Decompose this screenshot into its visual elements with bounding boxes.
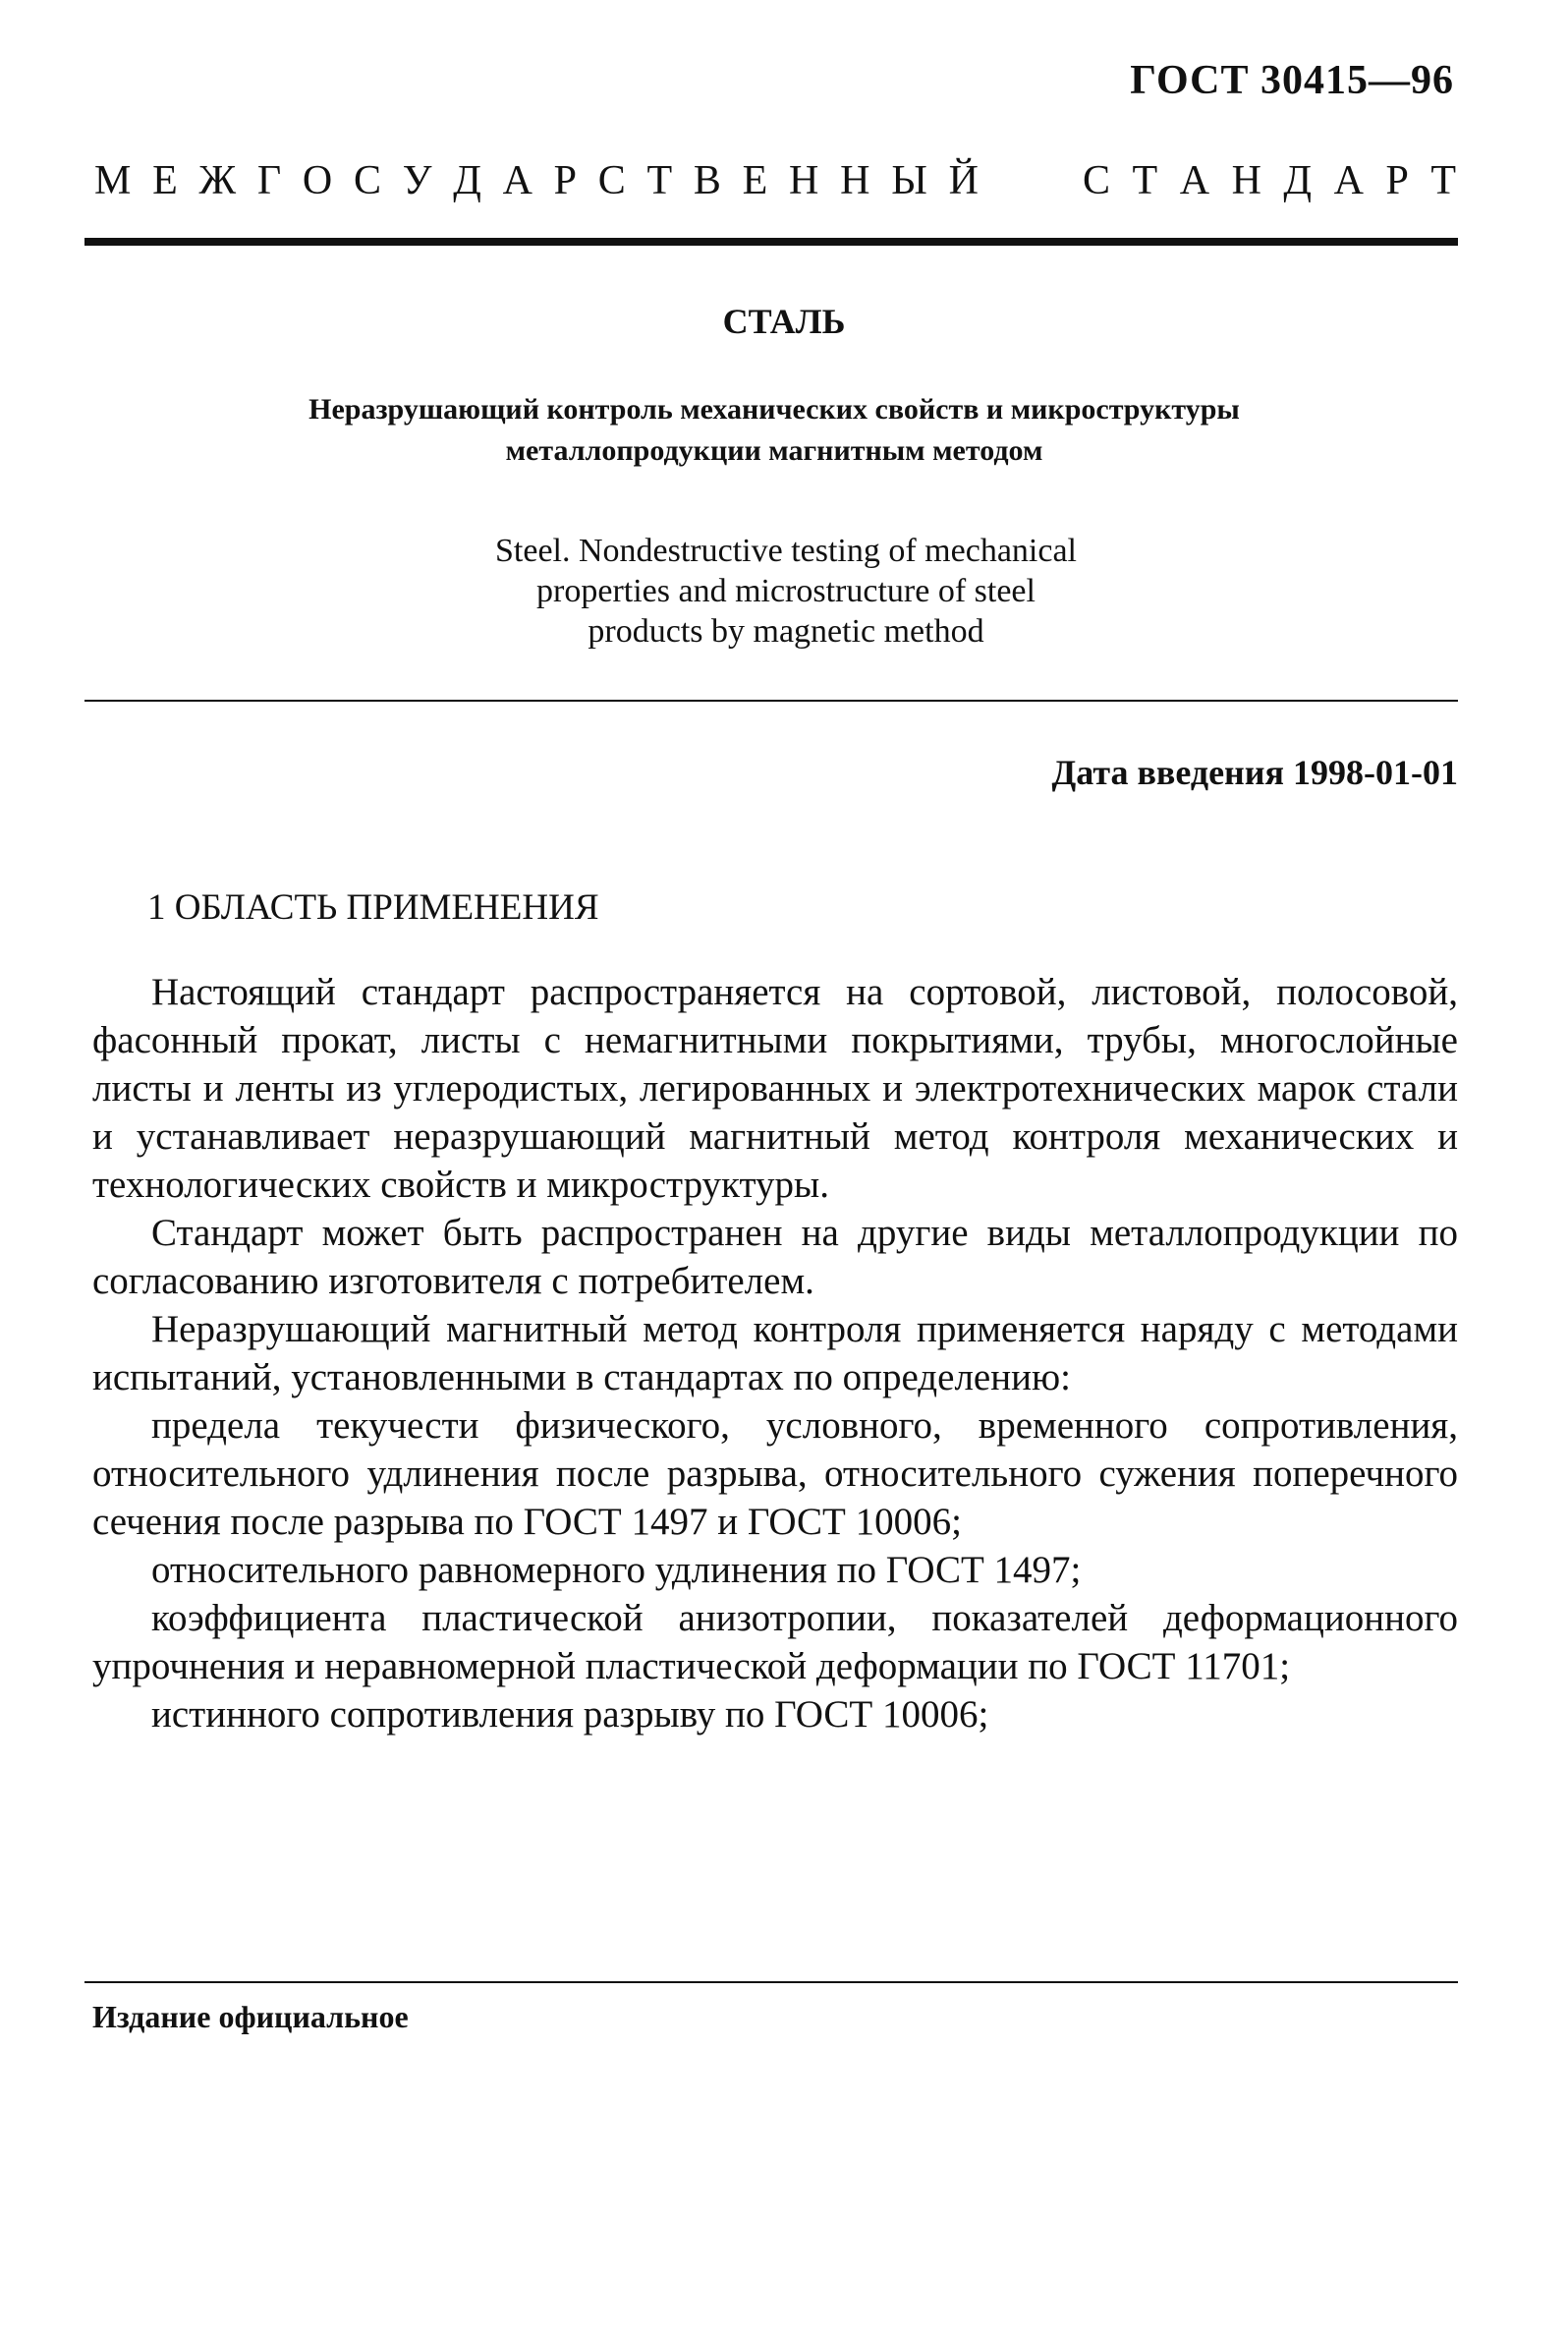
letter: Т	[1132, 158, 1158, 203]
letter: Н	[1231, 158, 1261, 203]
standard-type-heading	[94, 157, 1456, 204]
letter: М	[94, 158, 132, 203]
letter: Ы	[891, 158, 927, 203]
footer-divider	[84, 1981, 1458, 1983]
header-divider	[84, 238, 1458, 246]
english-subtitle-line: properties and microstructure of steel	[536, 573, 1036, 609]
paragraph: Неразрушающий магнитный метод контроля применяется наряду с методами испытаний, установленными в стандартах по определению:	[92, 1308, 1458, 1398]
letter: С	[353, 158, 381, 203]
russian-subtitle	[138, 389, 1411, 472]
title-divider	[84, 700, 1458, 702]
letter: Г	[256, 158, 282, 203]
paragraph: коэффициента пластической анизотропии, показателей деформационного упрочнения и неравномерной пластической деформации по ГОСТ 11701;	[92, 1597, 1458, 1687]
letter: Й	[948, 158, 979, 203]
paragraph: истинного сопротивления разрыву по ГОСТ 10006;	[151, 1693, 989, 1736]
russian-subtitle-line: металлопродукции магнитным методом	[505, 434, 1043, 467]
introduction-date: Дата введения 1998-01-01	[1051, 753, 1458, 792]
paragraph: Настоящий стандарт распространяется на сортовой, листовой, полосовой, фасонный прокат, листы с немагнитными покрытиями, трубы, многослойные листы и ленты из углеродистых, легированных и электротехнических марок стали и устанавливает неразрушающий магнитный метод контроля механических и технологических свойств и микроструктуры.	[92, 971, 1458, 1206]
document-title: СТАЛЬ	[722, 302, 846, 341]
letter: Т	[646, 158, 673, 203]
letter: Р	[553, 158, 578, 203]
letter: Е	[742, 158, 768, 203]
letter: Д	[453, 158, 481, 203]
letter: Н	[840, 158, 870, 203]
standard-type-word-2	[1083, 157, 1456, 204]
paragraph: Стандарт может быть распространен на другие виды металлопродукции по согласованию изготовителя с потребителем.	[92, 1212, 1458, 1302]
letter: А	[502, 158, 532, 203]
letter: У	[402, 158, 432, 203]
letter: Р	[1385, 158, 1409, 203]
letter: Н	[789, 158, 819, 203]
letter: С	[1083, 158, 1111, 203]
letter: С	[597, 158, 626, 203]
official-edition-note: Издание официальное	[92, 1999, 409, 2034]
english-subtitle-line: products by magnetic method	[588, 613, 984, 650]
letter: В	[693, 158, 721, 203]
section-body	[92, 968, 1458, 1738]
russian-subtitle-line: Неразрушающий контроль механических свойств и микроструктуры	[308, 393, 1240, 426]
section-heading: 1 ОБЛАСТЬ ПРИМЕНЕНИЯ	[147, 887, 599, 928]
english-subtitle-line: Steel. Nondestructive testing of mechanical	[495, 533, 1077, 569]
english-subtitle	[295, 531, 1277, 652]
letter: Е	[152, 158, 178, 203]
paragraph: относительного равномерного удлинения по ГОСТ 1497;	[151, 1549, 1082, 1591]
paragraph: предела текучести физического, условного, временного сопротивления, относительного удлинения после разрыва, относительного сужения поперечного сечения после разрыва по ГОСТ 1497 и ГОСТ 10006;	[92, 1404, 1458, 1543]
letter: Ж	[198, 158, 237, 203]
letter: О	[302, 158, 333, 203]
letter: Д	[1283, 158, 1313, 203]
letter: А	[1179, 158, 1210, 203]
letter: Т	[1430, 158, 1456, 203]
document-number: ГОСТ 30415—96	[1130, 58, 1454, 103]
letter: А	[1333, 158, 1364, 203]
standard-type-word-1	[94, 157, 979, 204]
